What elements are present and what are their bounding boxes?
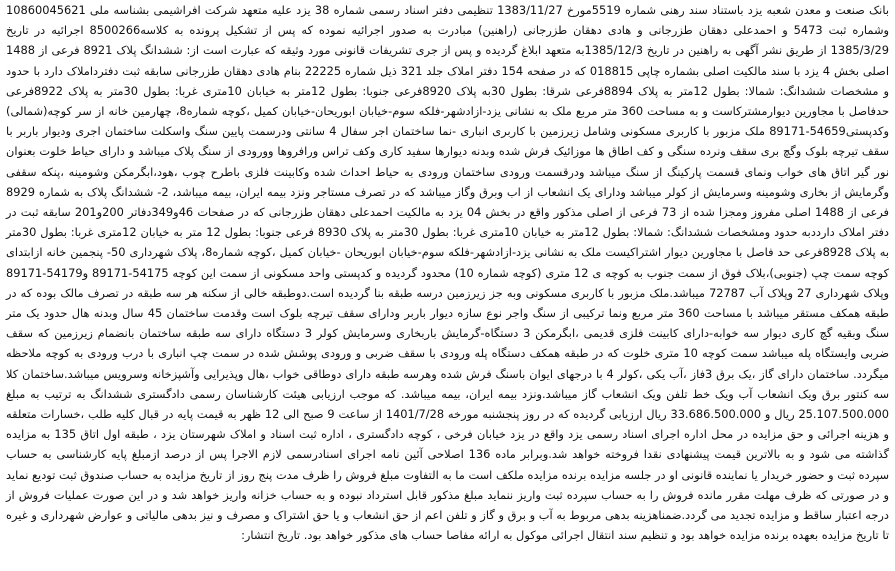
auction-notice-body: بانک صنعت و معدن شعبه یزد باستناد سند رهنی شماره 5519مورخ 1383/11/27 تنظیمی دفتر اسناد رسمی شماره 38 یزد علیه متعهد شرکت افراشیمی بشناسه ملی 10860045621 وشماره ثبت 5473 و احمدعلی دهقان طزرجانی و هادی دهقان طزرجانی (راهنین) مبادرت به صدور اجرائیه نموده که پس از تشکیل پرونده به کلاسه8500266 اجرائیه در تاریخ 1385/3/29 از طریق نشر آگهی به راهنین در تاریخ 1385/12/3به متعهد ابلاغ گردیده و پس از جری تشریفات قانونی مورد وثیقه که عبارت است از: ششدانگ پلاک 8921 فرعی از 1488 اصلی بخش 4 یزد با سند مالکیت اصلی بشماره چاپی 018815 که در صفحه 154 دفتر املاک جلد 321 ذیل شماره 22225 بنام هادی دهقان طزرجانی سابقه ثبت دفترداملاک دارد با حدود و مشخصات ششدانگ: شمالا: بطول 12متر به پلاک 8894فرعی شرقا: بطول 30به پلاک 8920فرعی جنوبا: بطول 12متر به خیابان 10متری غربا: بطول 30متر به پلاک 8922فرعی حدفاصل با مجاورین دیوارمشترکاست و به مساحت 360 متر مربع ملک به نشانی یزد-ازادشهر-فلکه سوم-خیابان ابوریحان-خیابان کمیل ،کوچه شماره8، چهارمین خانه از سر کوچه(شمالی) وکدپستی54659-89171 ملک مزبور با کاربری مسکونی وشامل زیرزمین با کاربری انباری -نما ساختمان اجر سفال 4 سانتی ودرسمت پایین سنگ واسکلت ساختمان اجری ودیوار باربر با سقف تیرچه بلوک وگچ بری سقف ونرده سنگی و کف اطاق ها موزائیک فرش شده وبدنه دیوارها سفید کاری وکف تراس ورافروها وورودی از سنگ پلاک میباشد و دارای حیاط خلوت بعنوان نور گیر اتاق های خواب ونمای قسمت پارکینگ از سنگ میباشد ودرقسمت ورودی ساختمان ورودی به حیاط احداث شده وکابینت فلزی باطرح چوب ،هود،ابگرمکن وشومینه ،پنکه سقفی وگرمایش از بخاری وشومینه وسرمایش از کولر میباشد ودارای یک انشعاب از اب وبرق وگاز میباشد که در تصرف مستاجر ونزد بیمه ایران، بیمه میباشد، 2- ششدانگ پلاک به شماره 8929 فرعی از 1488 اصلی مفروز ومجزا شده از 73 فرعی از اصلی مذکور واقع در بخش 04 یزد به مالکیت احمدعلی دهقان طزرجانی که در صفحات 46و349دفاتر 200و201 سابقه ثبت در دفتر املاک دارددبه حدود ومشخصات ششدانگ: شمالا: بطول 12متر به خیابان 10متری غربا: بطول 30متر به پلاک 8930 فرعی جنوبا: بطول 12 متر به خیابان 12متری غربا: بطول 30متر به پلاک 8928فرعی حد فاصل با مجاورین دیوار اشتراکیست ملک به نشانی یزد-ازادشهر-فلکه سوم-خیابان ابوریحان -خیابان کمیل ،کوچه شماره8، پلاک شهرداری 50- پنجمین خانه ازابتدای کوچه سمت چپ (جنوبی)،بلاک فوق از سمت جنوب به کوچه ی 12 متری (کوچه شماره 10) محدود گردیده و کدپستی واحد مسکونی از سمت این کوچه 54175-89171 و54179-89171 وپلاک شهرداری 27 وپلاک آب 72787 میباشد.ملک مزبور با کاربری مسکونی وبه جز زیرزمین درسه طبقه بنا گردیده است.دوطبقه خالی از سکنه هر سه طبقه در تصرف مالک بوده که در طبقه همکف مستقر میباشد با مساحت 360 متر مربع ونما ترکیبی از سنگ واجر نوع سازه دیوار باربر ودارای سقف تیرچه بلوک است وقدمت ساختمان 45 سال وبدنه هال حدود یک متر سنگ وبقیه گچ کاری دیوار سه خوابه-دارای کابینت فلزی قدیمی ،ابگرمکن 3 دستگاه-گرمایش باربخاری وسرمایش کولر 3 دستگاه دارای سه طبقه ساختمان بانضمام زیرزمین که سقف ضربی وایستگاه پله میباشد سمت کوچه 10 متری خلوت که در طبقه همکف دستگاه پله ورودی با سقف ضربی و ورودی پوشش شده در سمت چپ انباری با درب ورودی به کوچه ملاحظه میگردد. ساختمان دارای گاز ،یک برق 3فاز ،آب یکی ،کولر 4 با درجهای ایوان باسنگ فرش شده وهرسه طبقه دارای دوطاقی خواب ،هال وپذیرایی وآشپزخانه وسرویس میباشد.ساختمان کلا سه کنتور برق ویک انشعاب آب ویک خط تلفن ویک انشعاب گاز میباشد.ونزد بیمه ایران، بیمه میباشد. که موجب ارزیابی هیئت کارشناسان رسمی دادگستری ششدانگ به ترتیب به مبلغ 25.107.500.000 ریال و 33.686.500.000 ریال ارزیابی گردیده که در روز پنجشنبه مورخه 1401/7/28 از ساعت 9 صبح الی 12 ظهر به قیمت پایه در قبال کلیه طلب ،خسارات متعلقه و هزینه اجرائی و حق مزایده در محل اداره اجرای اسناد رسمی یزد واقع در یزد خیابان فرخی ، کوچه دادگستری ، اداره ثبت اسناد و املاک شهرستان یزد ، طبقه اول اتاق 135 به مزایده گذاشته می شود و به بالاترین قیمت پیشنهادی نقدا فروخته خواهد شد.وبرابر ماده 136 اصلاحی آئین نامه اجرای اسنادرسمی لازم الاجرا پس از درصد ازمبلغ پایه کارشناسی به حساب سپرده ثبت و حضور خریدار یا نماینده قانونی او در جلسه مزایده برنده مزایده ملکف است ما به التفاوت مبلغ فروش را ظرف مدت پنج روز از تاریخ مزایده به حساب صندوق ثبت تودیع نماید و در صورتی که ظرف مهلت مقرر مانده فروش را به حساب سپرده ثبت واریز ننماید مبلغ مذکور قابل استرداد نبوده و به حساب خزانه واریز خواهد شد و در این صورت عملیات فروش از درجه اعتبار ساقط و مزایده تجدید می گردد.ضمناهزینه بدهی مربوط به آب و برق و گاز و تلفن اعم از حق انشعاب و یا حق اشتراک و مصرف و نیز بدهی مالیاتی و عوارض شهرداری و غیره تا تاریخ مزایده بعهده برنده مزایده خواهد بود و تنظیم سند انتقال اجرائی موکول به ارائه مفاصا حساب های مذکور خواهد بود. تاریخ انتشار: (6, 3, 890, 543)
